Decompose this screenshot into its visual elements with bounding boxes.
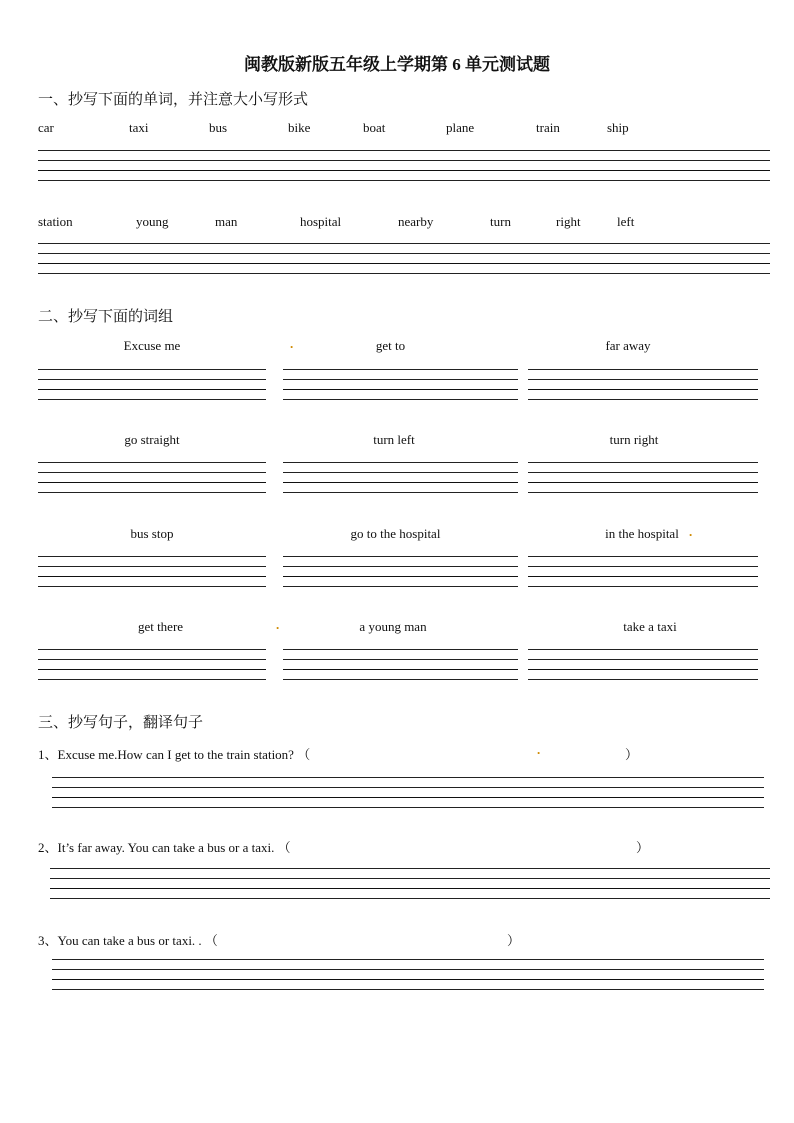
writing-lines[interactable]: [283, 369, 518, 403]
page-title: 闽教版新版五年级上学期第 6 单元测试题: [244, 55, 550, 74]
close-paren: ）: [625, 747, 639, 762]
word-item: boat: [363, 120, 386, 135]
writing-lines[interactable]: [283, 556, 518, 590]
sentence-3: 3、You can take a bus or taxi. . （: [38, 933, 218, 948]
word-item: bus: [209, 120, 228, 135]
mark-dot: .: [689, 524, 693, 539]
section-2-heading: 二、抄写下面的词组: [38, 309, 174, 325]
phrase-item: turn right: [609, 432, 659, 447]
phrase-item: in the hospital: [605, 526, 679, 541]
writing-lines[interactable]: [528, 649, 758, 683]
phrase-item: turn left: [373, 432, 415, 447]
writing-lines[interactable]: [528, 556, 758, 590]
word-item: turn: [490, 214, 511, 229]
word-item: left: [617, 214, 635, 229]
phrase-item: take a taxi: [623, 619, 677, 634]
writing-lines[interactable]: [38, 369, 266, 403]
writing-lines[interactable]: [52, 959, 764, 993]
writing-lines[interactable]: [52, 777, 764, 811]
sentence-2: 2、It’s far away. You can take a bus or a taxi. （: [38, 840, 291, 855]
writing-lines[interactable]: [38, 556, 266, 590]
word-item: train: [536, 120, 560, 135]
writing-lines[interactable]: [38, 649, 266, 683]
word-item: ship: [607, 120, 629, 135]
writing-lines[interactable]: [50, 868, 770, 902]
phrase-item: a young man: [359, 619, 427, 634]
word-item: taxi: [129, 120, 149, 135]
phrase-item: get to: [375, 338, 406, 353]
writing-lines[interactable]: [528, 462, 758, 496]
word-item: hospital: [300, 214, 342, 229]
word-item: right: [556, 214, 581, 229]
phrase-item: far away: [605, 338, 651, 353]
mark-dot: .: [290, 336, 294, 351]
word-item: station: [38, 214, 73, 229]
mark-dot: .: [276, 617, 280, 632]
writing-lines[interactable]: [38, 243, 770, 277]
phrase-item: go straight: [124, 432, 180, 447]
word-item: car: [38, 120, 54, 135]
word-item: bike: [288, 120, 311, 135]
writing-lines[interactable]: [38, 462, 266, 496]
writing-lines[interactable]: [38, 150, 770, 184]
writing-lines[interactable]: [283, 462, 518, 496]
phrase-item: Excuse me: [123, 338, 181, 353]
close-paren: ）: [636, 840, 650, 855]
close-paren: ）: [507, 933, 521, 948]
writing-lines[interactable]: [528, 369, 758, 403]
phrase-item: bus stop: [130, 526, 174, 541]
phrase-item: get there: [137, 619, 184, 634]
section-3-heading: 三、抄写句子，翻译句子: [38, 715, 204, 731]
sentence-1: 1、Excuse me.How can I get to the train station? （: [38, 747, 311, 762]
word-item: nearby: [398, 214, 434, 229]
word-item: young: [136, 214, 169, 229]
phrase-item: go to the hospital: [350, 526, 441, 541]
section-1-heading: 一、抄写下面的单词，并注意大小写形式: [38, 92, 309, 108]
word-item: plane: [446, 120, 475, 135]
mark-dot: .: [537, 742, 541, 757]
word-item: man: [215, 214, 238, 229]
writing-lines[interactable]: [283, 649, 518, 683]
